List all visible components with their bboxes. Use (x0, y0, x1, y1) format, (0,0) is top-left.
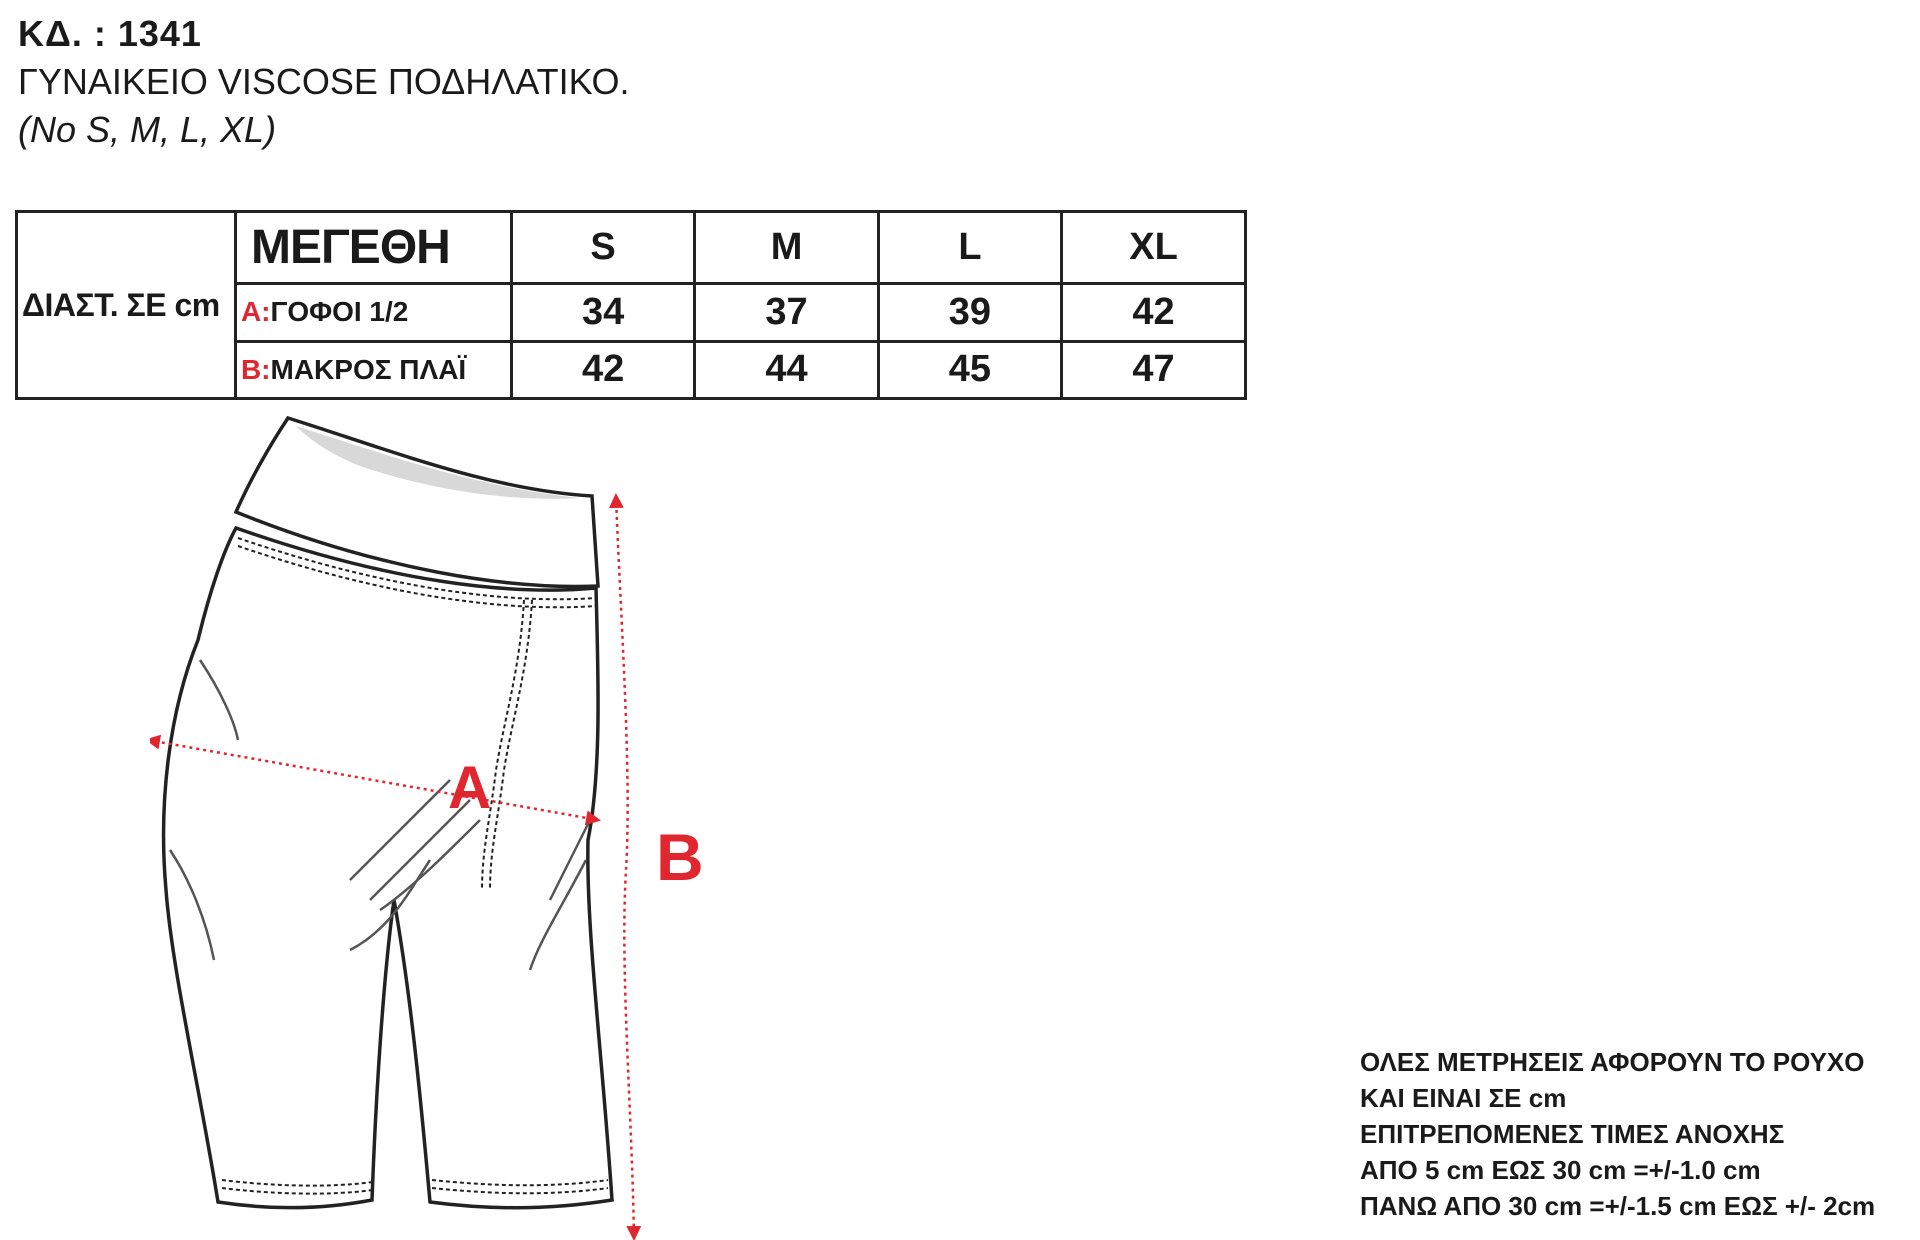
row-letter-b: B: (240, 353, 271, 385)
row-label-side-length-text: ΜΑΚΡΟΣ ΠΛΑΪ (270, 353, 467, 385)
row-label-hips-text: ΓΟΦΟΙ 1/2 (270, 296, 409, 328)
shorts-technical-drawing (150, 410, 870, 1240)
available-sizes: (No S, M, L, XL) (18, 109, 277, 150)
note-line-1: ΟΛΕΣ ΜΕΤΡΗΣΕΙΣ ΑΦΟΡΟΥΝ ΤΟ ΡΟΥΧΟ (1360, 1047, 1865, 1077)
product-header (18, 10, 630, 154)
size-chart-table (15, 210, 1247, 400)
side-length-value-xl: 47 (1062, 341, 1246, 398)
size-xl-header: XL (1062, 212, 1246, 284)
note-line-3: ΕΠΙΤΡΕΠΟΜΕΝΕΣ ΤΙΜΕΣ ΑΝΟΧΗΣ (1360, 1119, 1785, 1149)
hips-value-s: 34 (511, 284, 694, 341)
dimensions-label: ΔΙΑΣΤ. ΣΕ cm (17, 212, 236, 399)
dimension-b-label: B (656, 820, 704, 894)
shorts-body (164, 528, 612, 1208)
measurement-notes (1360, 1044, 1875, 1224)
product-title: ΓΥΝΑΙΚΕΙΟ VISCOSE ΠΟΔΗΛΑΤΙΚΟ. (18, 61, 630, 102)
product-code: ΚΔ. : 1341 (18, 13, 202, 54)
size-header-row (17, 212, 1246, 284)
hips-value-m: 37 (695, 284, 878, 341)
size-m-header: M (695, 212, 878, 284)
sizes-header: ΜΕΓΕΘΗ (235, 212, 511, 284)
size-s-header: S (511, 212, 694, 284)
note-line-5: ΠΑΝΩ ΑΠΟ 30 cm =+/-1.5 cm ΕΩΣ +/- 2cm (1360, 1191, 1876, 1221)
row-letter-a: A: (240, 296, 271, 328)
row-label-hips (235, 284, 511, 341)
dimension-b-side-length (616, 496, 704, 1238)
side-length-value-l: 45 (878, 341, 1061, 398)
note-line-4: ΑΠΟ 5 cm ΕΩΣ 30 cm =+/-1.0 cm (1360, 1155, 1761, 1185)
hips-value-xl: 42 (1062, 284, 1246, 341)
row-label-side-length (235, 341, 511, 398)
note-line-2: ΚΑΙ ΕΙΝΑΙ ΣΕ cm (1360, 1083, 1567, 1113)
dimension-a-label: A (448, 754, 492, 821)
side-length-value-m: 44 (695, 341, 878, 398)
hips-value-l: 39 (878, 284, 1061, 341)
size-l-header: L (878, 212, 1061, 284)
side-length-value-s: 42 (511, 341, 694, 398)
